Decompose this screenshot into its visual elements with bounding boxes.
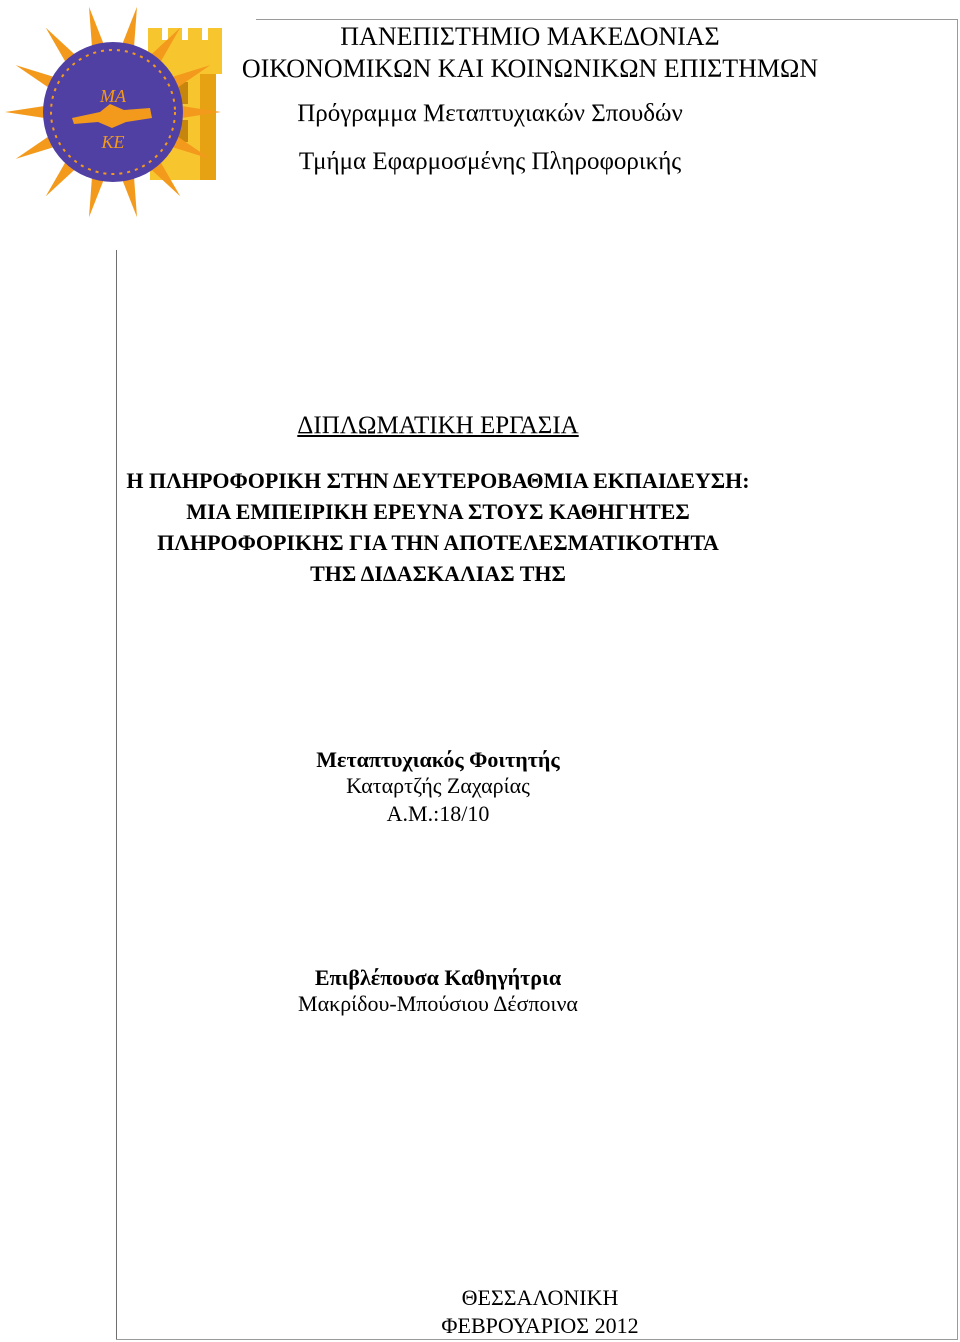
supervisor-role: Επιβλέπουσα Καθηγήτρια — [314, 965, 562, 990]
student-id: Α.Μ.:18/10 — [386, 801, 490, 826]
department-name: Τμήμα Εφαρμοσμένης Πληροφορικής — [298, 148, 682, 175]
logo-sun-ray — [122, 7, 137, 48]
university-name: ΠΑΝΕΠΙΣΤΗΜΙΟ ΜΑΚΕΔΟΝΙΑΣ — [340, 22, 720, 51]
student-role: Μεταπτυχιακός Φοιτητής — [316, 747, 560, 772]
page-frame-bottom — [116, 1339, 958, 1340]
thesis-title-line: ΜΙΑ ΕΜΠΕΙΡΙΚΗ ΕΡΕΥΝΑ ΣΤΟΥΣ ΚΑΘΗΓΗΤΕΣ — [186, 499, 690, 524]
city: ΘΕΣΣΑΛΟΝΙΚΗ — [461, 1285, 619, 1310]
page-frame-top — [256, 19, 958, 20]
date: ΦΕΒΡΟΥΑΡΙΟΣ 2012 — [441, 1313, 639, 1338]
logo-sun-ray — [5, 106, 45, 118]
svg-text:ΚΕ: ΚΕ — [101, 132, 125, 152]
thesis-title-line: ΤΗΣ ΔΙΔΑΣΚΑΛΙΑΣ ΤΗΣ — [310, 561, 566, 586]
thesis-title-line: Η ΠΛΗΡΟΦΟΡΙΚΗ ΣΤΗΝ ΔΕΥΤΕΡΟΒΑΘΜΙΑ ΕΚΠΑΙΔΕΥΣΗ: — [126, 468, 750, 493]
page-frame-right — [957, 19, 958, 1339]
logo-sun-ray — [89, 7, 104, 48]
student-name: Καταρτζής Ζαχαρίας — [346, 773, 530, 798]
logo-lettering: ΜΑ — [100, 86, 126, 106]
supervisor-name: Μακρίδου-Μπούσιου Δέσποινα — [298, 991, 578, 1016]
logo-sun-ray — [89, 177, 104, 218]
thesis-title-line: ΠΛΗΡΟΦΟΡΙΚΗΣ ΓΙΑ ΤΗΝ ΑΠΟΤΕΛΕΣΜΑΤΙΚΟΤΗΤΑ — [157, 530, 719, 555]
faculty-name: ΟΙΚΟΝΟΜΙΚΩΝ ΚΑΙ ΚΟΙΝΩΝΙΚΩΝ ΕΠΙΣΤΗΜΩΝ — [241, 54, 819, 83]
program-name: Πρόγραμμα Μεταπτυχιακών Σπουδών — [297, 100, 683, 127]
logo-sun-ray — [122, 177, 137, 218]
thesis-label: ΔΙΠΛΩΜΑΤΙΚΗ ΕΡΓΑΣΙΑ — [297, 412, 579, 439]
